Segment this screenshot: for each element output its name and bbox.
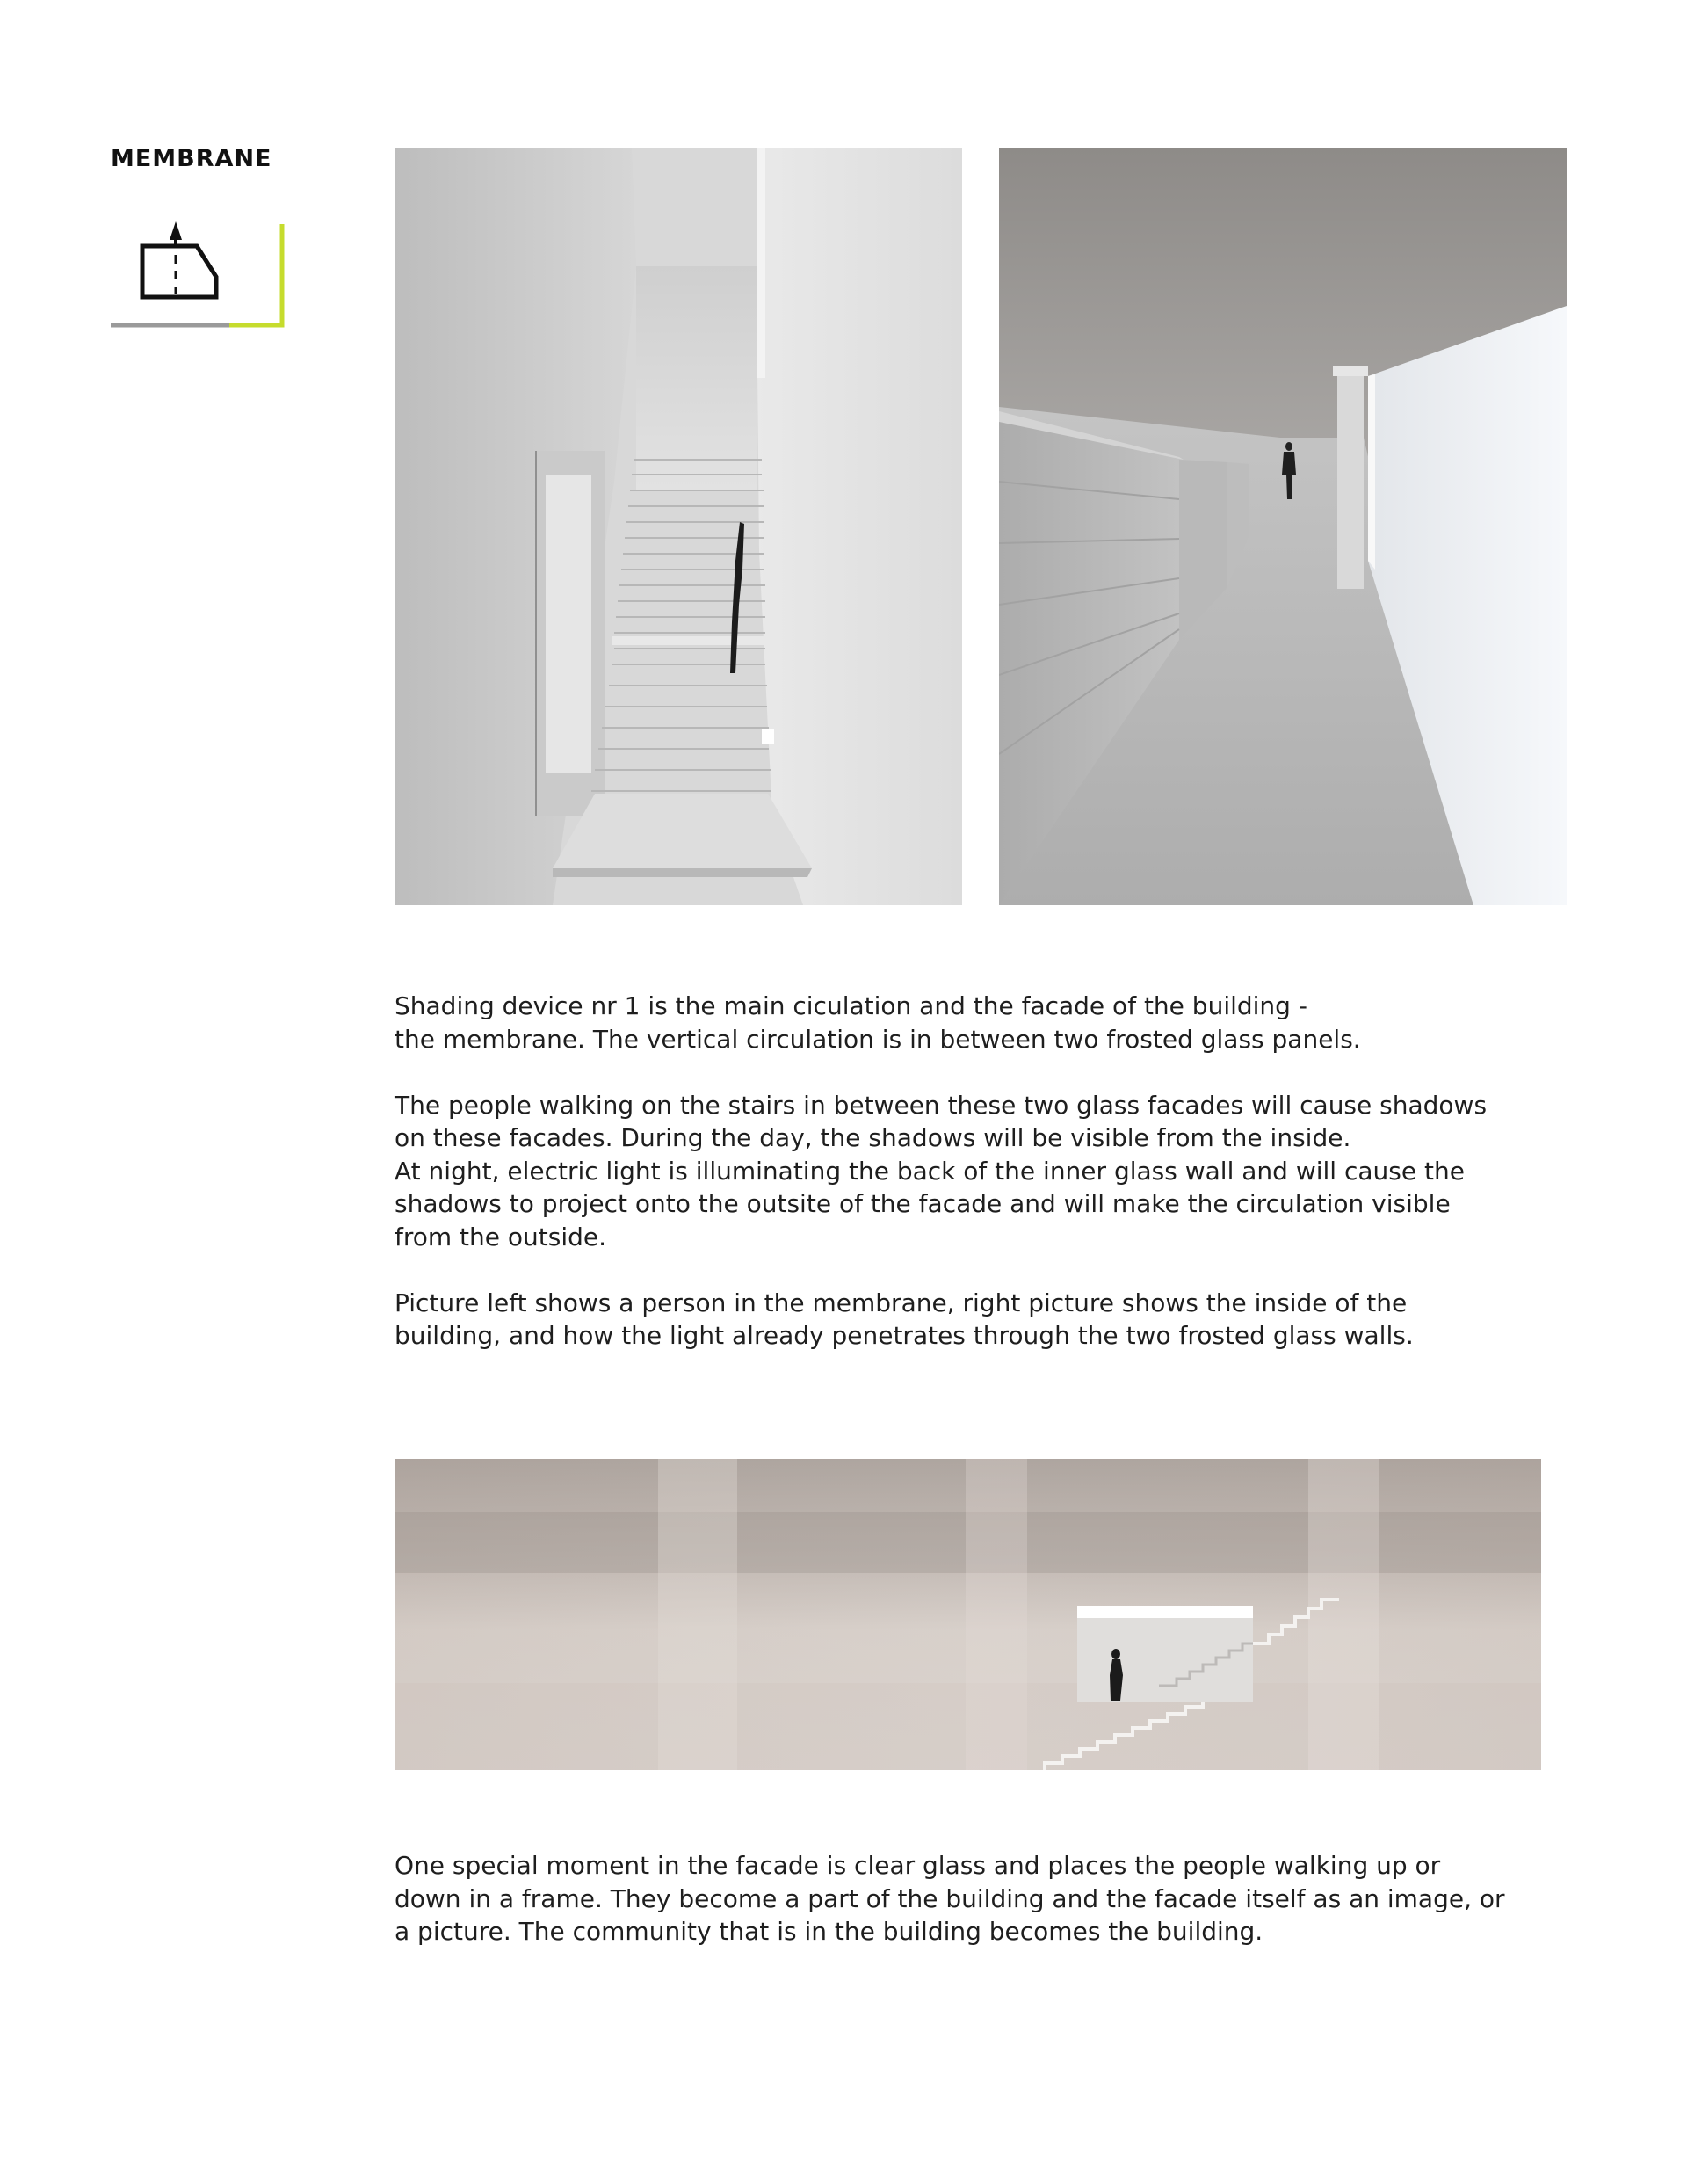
staircase-photo [395, 148, 962, 905]
intro-paragraph [395, 990, 1572, 1056]
text-line: Picture left shows a person in the membrane, right picture shows the inside of the [395, 1288, 1408, 1317]
text-line: on these facades. During the day, the shadows will be visible from the inside. [395, 1123, 1351, 1152]
text-line: One special moment in the facade is clear glass and places the people walking up or [395, 1851, 1441, 1880]
pictures-paragraph [395, 1287, 1572, 1353]
text-line: the membrane. The vertical circulation is in between two frosted glass panels. [395, 1024, 1361, 1054]
text-line: Shading device nr 1 is the main ciculation and the facade of the building - [395, 991, 1307, 1020]
facade-frame-photo [395, 1459, 1541, 1770]
text-line: The people walking on the stairs in between these two glass facades will cause shadows [395, 1090, 1488, 1120]
text-line: At night, electric light is illuminating the back of the inner glass wall and will cause the [395, 1156, 1465, 1186]
text-line: from the outside. [395, 1222, 607, 1252]
text-line: building, and how the light already penetrates through the two frosted glass walls. [395, 1321, 1414, 1350]
moment-text [395, 1849, 1572, 1948]
corridor-photo [999, 148, 1567, 905]
moment-paragraph [395, 1849, 1572, 1948]
text-line: a picture. The community that is in the building becomes the building. [395, 1917, 1263, 1946]
description-text [395, 990, 1572, 1353]
text-line: shadows to project onto the outsite of the facade and will make the circulation visible [395, 1189, 1451, 1218]
shadows-paragraph [395, 1089, 1572, 1254]
building-section-icon [111, 220, 286, 330]
text-line: down in a frame. They become a part of the building and the facade itself as an image, or [395, 1883, 1505, 1913]
section-title: MEMBRANE [111, 145, 272, 172]
